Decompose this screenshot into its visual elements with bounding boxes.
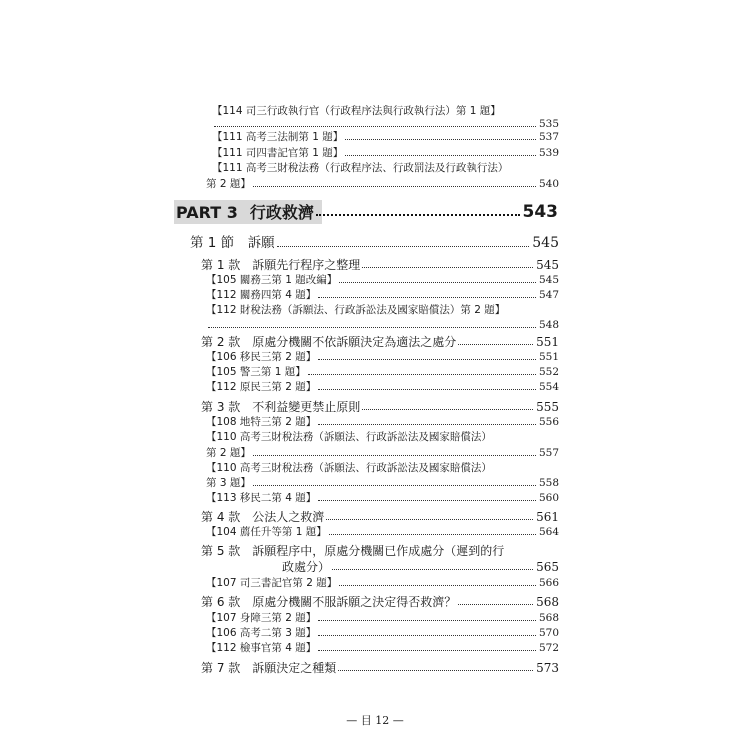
page-number: 554 — [538, 381, 559, 393]
toc-exam-entry — [206, 643, 559, 654]
entry-label: 【110 高考三財稅法務（訴願法、行政訴訟法及國家賠償法） — [206, 462, 492, 474]
toc-section-heading — [190, 236, 559, 250]
entry-label: 【105 關務三第 1 題改編】 — [206, 274, 338, 286]
entry-label: 【105 警三第 1 題】 — [206, 366, 306, 378]
page-number: 551 — [536, 335, 559, 349]
leader-dots — [345, 154, 536, 156]
entry-label: 【107 身障三第 2 題】 — [206, 612, 317, 624]
page-number: 561 — [536, 510, 559, 524]
leader-dots — [339, 584, 536, 586]
leader-dots — [318, 388, 536, 390]
page-number: 572 — [538, 642, 559, 654]
item-label: 第 3 款 不利益變更禁止原則 — [201, 400, 361, 414]
leader-dots — [214, 125, 536, 127]
page-number: 547 — [538, 289, 559, 301]
toc-exam-entry — [206, 613, 559, 624]
page-number: 565 — [536, 560, 559, 574]
section-label: 第 1 節 訴願 — [190, 234, 275, 251]
page-number: 568 — [536, 595, 559, 609]
page-footer: — 目 12 — — [346, 714, 404, 727]
toc-item — [201, 662, 559, 674]
page-number: 545 — [538, 274, 559, 286]
toc-exam-entry — [206, 493, 559, 504]
page-number: 537 — [538, 131, 559, 143]
page-number: 535 — [538, 118, 559, 130]
page-number: 573 — [536, 661, 559, 675]
entry-label: 【112 財稅法務（訴願法、行政訴訟法及國家賠償法）第 2 題】 — [206, 304, 506, 316]
entry-label: 【104 薦任升等第 1 題】 — [206, 526, 327, 538]
item-label: 第 6 款 原處分機關不服訴願之決定得否救濟？ — [201, 595, 457, 609]
toc-exam-entry — [206, 432, 492, 443]
leader-dots — [318, 634, 536, 636]
page-number: 539 — [538, 147, 559, 159]
entry-label: 【112 檢事官第 4 題】 — [206, 642, 317, 654]
page-number: 558 — [538, 477, 559, 489]
toc-exam-entry — [212, 132, 559, 143]
entry-label: 【111 高考三法制第 1 題】 — [212, 131, 344, 143]
entry-label: 第 2 題】 — [206, 178, 251, 190]
entry-label: 【111 司四書記官第 1 題】 — [212, 147, 344, 159]
toc-exam-entry — [212, 148, 559, 159]
leader-dots — [318, 649, 536, 651]
leader-dots — [338, 669, 533, 671]
page-number: 540 — [538, 178, 559, 190]
leader-dots — [253, 484, 536, 486]
item-label: 政處分） — [282, 560, 331, 574]
toc-item — [201, 545, 504, 557]
page-number: 570 — [538, 627, 559, 639]
leader-dots — [329, 533, 536, 535]
item-label: 第 5 款 訴願程序中，原處分機關已作成處分（遲到的行 — [201, 544, 505, 558]
toc-exam-entry-cont — [212, 119, 559, 130]
leader-dots — [458, 343, 533, 345]
leader-dots — [318, 423, 536, 425]
toc-exam-entry — [206, 352, 559, 363]
leader-dots — [308, 373, 536, 375]
leader-dots — [326, 518, 533, 520]
page-number: 568 — [538, 612, 559, 624]
toc-exam-entry — [206, 527, 559, 538]
entry-label: 【111 高考三財稅法務（行政程序法、行政罰法及行政執行法） — [212, 162, 509, 174]
toc-exam-entry — [206, 628, 559, 639]
entry-label: 【112 關務四第 4 題】 — [206, 289, 317, 301]
item-label: 第 1 款 訴願先行程序之整理 — [201, 258, 361, 272]
toc-exam-entry — [212, 163, 508, 174]
entry-label: 【113 移民二第 4 題】 — [206, 492, 317, 504]
entry-label: 【108 地特三第 2 題】 — [206, 416, 317, 428]
leader-dots — [318, 296, 536, 298]
entry-label: 【110 高考三財稅法務（訴願法、行政訴訟法及國家賠償法） — [206, 431, 492, 443]
toc-exam-entry — [206, 578, 559, 589]
toc-exam-entry-cont — [206, 179, 559, 190]
toc-exam-entry — [206, 382, 559, 393]
page-number: 556 — [538, 416, 559, 428]
page-number: 552 — [538, 366, 559, 378]
toc-item — [201, 401, 559, 413]
entry-label: 【112 原民三第 2 題】 — [206, 381, 317, 393]
toc-item — [201, 336, 559, 348]
leader-dots — [253, 454, 536, 456]
toc-exam-entry-cont — [206, 320, 559, 331]
toc-exam-entry — [206, 290, 559, 301]
item-label: 第 4 款 公法人之救濟 — [201, 510, 325, 524]
toc-exam-entry-cont — [206, 478, 559, 489]
toc-item — [201, 596, 559, 608]
toc-item — [201, 511, 559, 523]
leader-dots — [318, 619, 536, 621]
toc-exam-entry — [206, 275, 559, 286]
leader-dots — [345, 138, 536, 140]
toc-item — [201, 259, 559, 271]
toc-exam-entry — [206, 305, 505, 316]
part-title: 行政救濟 — [249, 203, 314, 222]
page-number: 543 — [522, 202, 558, 222]
leader-dots — [253, 185, 536, 187]
leader-dots — [318, 358, 536, 360]
page-number: 557 — [538, 447, 559, 459]
page-number: 555 — [536, 400, 559, 414]
leader-dots — [318, 499, 536, 501]
leader-dots — [277, 245, 530, 247]
entry-label: 【107 司三書記官第 2 題】 — [206, 577, 338, 589]
page-number: 551 — [538, 351, 559, 363]
leader-dots — [362, 408, 533, 410]
page-number: 566 — [538, 577, 559, 589]
toc-exam-entry — [206, 463, 492, 474]
toc-exam-entry-cont — [206, 448, 559, 459]
part-label: PART 3 — [176, 203, 238, 222]
entry-label: 第 2 題】 — [206, 447, 251, 459]
entry-label: 【114 司三行政執行官（行政程序法與行政執行法）第 1 題】 — [212, 105, 501, 117]
leader-dots — [316, 213, 520, 216]
page-number: 545 — [536, 258, 559, 272]
entry-label: 【106 高考二第 3 題】 — [206, 627, 317, 639]
leader-dots — [208, 326, 536, 328]
leader-dots — [458, 603, 533, 605]
entry-label: 第 3 題】 — [206, 477, 251, 489]
item-label: 第 7 款 訴願決定之種類 — [201, 661, 337, 675]
toc-exam-entry — [206, 367, 559, 378]
page-number: 564 — [538, 526, 559, 538]
page-number: 548 — [538, 319, 559, 331]
leader-dots — [332, 568, 533, 570]
page-number: 560 — [538, 492, 559, 504]
toc-exam-entry — [206, 417, 559, 428]
toc-part-heading — [176, 204, 558, 221]
item-label: 第 2 款 原處分機關不依訴願決定為適法之處分 — [201, 335, 457, 349]
entry-label: 【106 移民三第 2 題】 — [206, 351, 317, 363]
leader-dots — [362, 266, 533, 268]
page-number: 545 — [532, 235, 559, 251]
leader-dots — [339, 281, 536, 283]
toc-item-cont — [282, 561, 559, 573]
toc-exam-entry — [212, 106, 501, 117]
